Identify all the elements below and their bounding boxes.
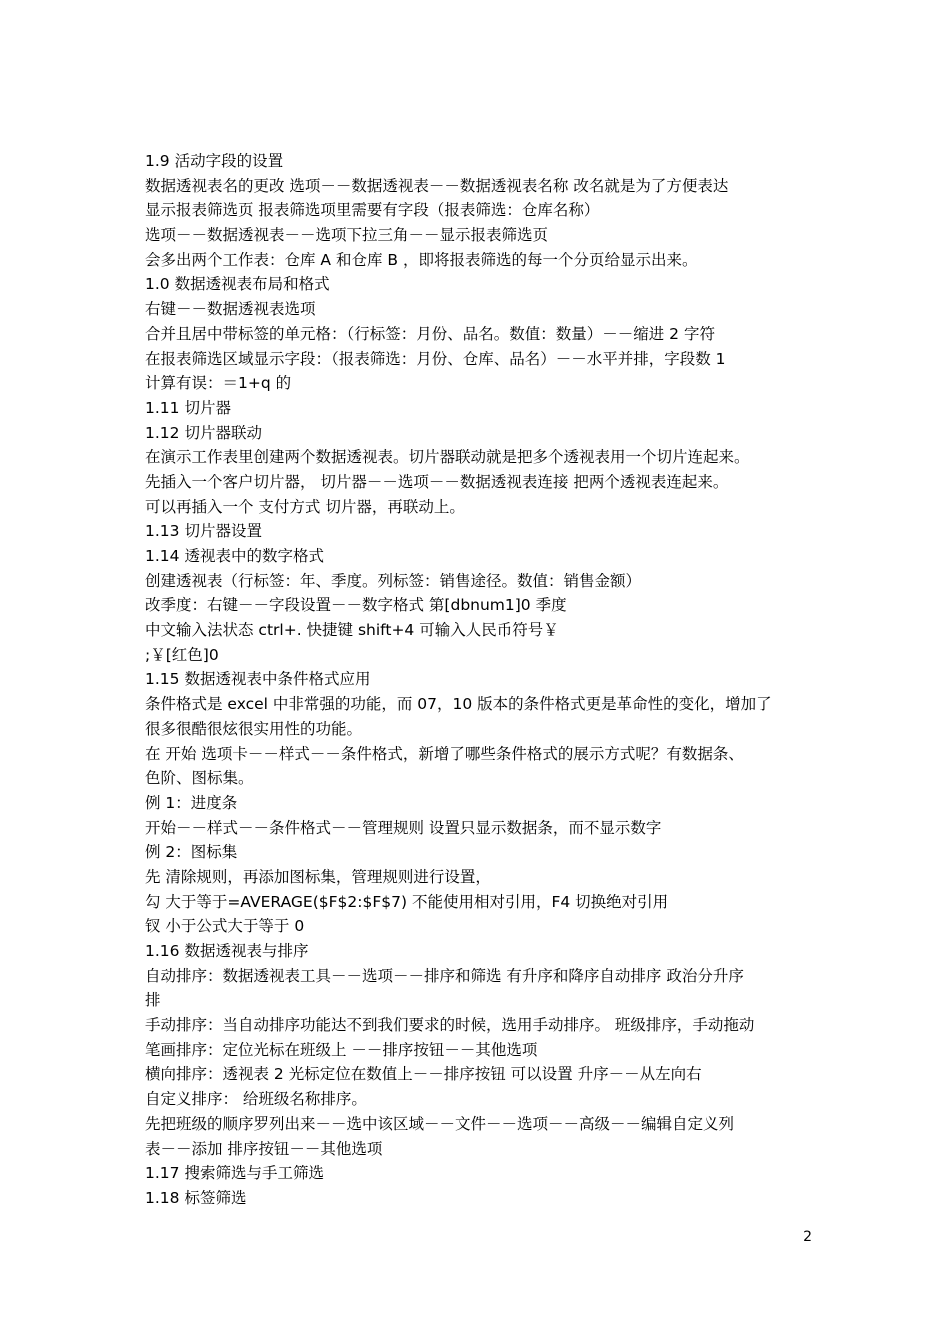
text-line: 1.0 数据透视表布局和格式 xyxy=(145,275,330,294)
text-line: 勾 大于等于=AVERAGE($F$2:$F$7) 不能使用相对引用，F4 切换绝对引用 xyxy=(145,892,669,911)
text-line: 例 1：进度条 xyxy=(145,793,238,812)
text-line: 数据透视表名的更改 选项－－数据透视表－－数据透视表名称 改名就是为了方便表达 xyxy=(145,176,729,195)
text-line: 改季度：右键－－字段设置－－数字格式 第[dbnum1]0 季度 xyxy=(145,596,567,615)
text-line: 很多很酷很炫很实用性的功能。 xyxy=(145,719,363,738)
text-line: 1.18 标签筛选 xyxy=(145,1188,247,1207)
text-line: 1.11 切片器 xyxy=(145,398,231,417)
text-line: 例 2：图标集 xyxy=(145,843,238,862)
text-line: 右键－－数据透视表选项 xyxy=(145,300,316,319)
text-line: 条件格式是 excel 中非常强的功能，而 07，10 版本的条件格式更是革命性的变化，增加了 xyxy=(145,695,772,714)
text-line: 1.17 搜索筛选与手工筛选 xyxy=(145,1164,324,1183)
text-line: 排 xyxy=(145,991,161,1010)
text-line: 1.13 切片器设置 xyxy=(145,522,262,541)
text-line: 手动排序：当自动排序功能达不到我们要求的时候，选用手动排序。 班级排序，手动拖动 xyxy=(145,1016,755,1035)
text-line: 先把班级的顺序罗列出来－－选中该区域－－文件－－选项－－高级－－编辑自定义列 xyxy=(145,1114,735,1133)
text-line: 横向排序：透视表 2 光标定位在数值上－－排序按钮 可以设置 升序－－从左向右 xyxy=(145,1065,702,1084)
text-line: 表－－添加 排序按钮－－其他选项 xyxy=(145,1139,383,1158)
text-line: 会多出两个工作表：仓库 A 和仓库 B ，即将报表筛选的每一个分页给显示出来。 xyxy=(145,250,698,269)
document-body xyxy=(145,149,813,1211)
text-line: 色阶、图标集。 xyxy=(145,769,254,788)
text-line: 先插入一个客户切片器， 切片器－－选项－－数据透视表连接 把两个透视表连起来。 xyxy=(145,472,729,491)
text-line: 在演示工作表里创建两个数据透视表。切片器联动就是把多个透视表用一个切片连起来。 xyxy=(145,448,750,467)
text-line: 1.9 活动字段的设置 xyxy=(145,152,284,170)
text-line: 创建透视表（行标签：年、季度。列标签：销售途径。数值：销售金额） xyxy=(145,571,642,590)
text-line: 1.16 数据透视表与排序 xyxy=(145,942,309,960)
text-line: 开始－－样式－－条件格式－－管理规则 设置只显示数据条，而不显示数字 xyxy=(145,818,662,837)
text-line: 笔画排序：定位光标在班级上 －－排序按钮－－其他选项 xyxy=(145,1040,538,1059)
page-number: 2 xyxy=(803,1229,812,1245)
text-line: 自定义排序： 给班级名称排序。 xyxy=(145,1090,367,1109)
text-line: 合并且居中带标签的单元格：（行标签：月份、品名。数值：数量）－－缩进 2 字符 xyxy=(145,324,715,343)
text-line: 显示报表筛选页 报表筛选项里需要有字段（报表筛选：仓库名称） xyxy=(145,201,600,220)
text-line: 钗 小于公式大于等于 0 xyxy=(145,917,305,936)
text-line: 选项－－数据透视表－－选项下拉三角－－显示报表筛选页 xyxy=(145,226,549,245)
text-line: 可以再插入一个 支付方式 切片器，再联动上。 xyxy=(145,497,465,516)
text-line: 在 开始 选项卡－－样式－－条件格式，新增了哪些条件格式的展示方式呢？有数据条、 xyxy=(145,744,744,763)
text-line: 中文输入法状态 ctrl+. 快捷键 shift+4 可输入人民币符号￥ xyxy=(145,621,559,640)
text-line: 在报表筛选区域显示字段：（报表筛选：月份、仓库、品名）－－水平并排，字段数 1 xyxy=(145,349,726,368)
text-line: 1.15 数据透视表中条件格式应用 xyxy=(145,670,371,689)
text-line: ;￥[红色]0 xyxy=(145,645,219,664)
text-line: 1.14 透视表中的数字格式 xyxy=(145,547,324,565)
text-line: 1.12 切片器联动 xyxy=(145,423,262,442)
text-line: 先 清除规则，再添加图标集，管理规则进行设置， xyxy=(145,867,491,886)
text-line: 自动排序：数据透视表工具－－选项－－排序和筛选 有升序和降序自动排序 政治分升序 xyxy=(145,966,744,985)
text-line: 计算有误：＝1+q 的 xyxy=(145,374,292,393)
